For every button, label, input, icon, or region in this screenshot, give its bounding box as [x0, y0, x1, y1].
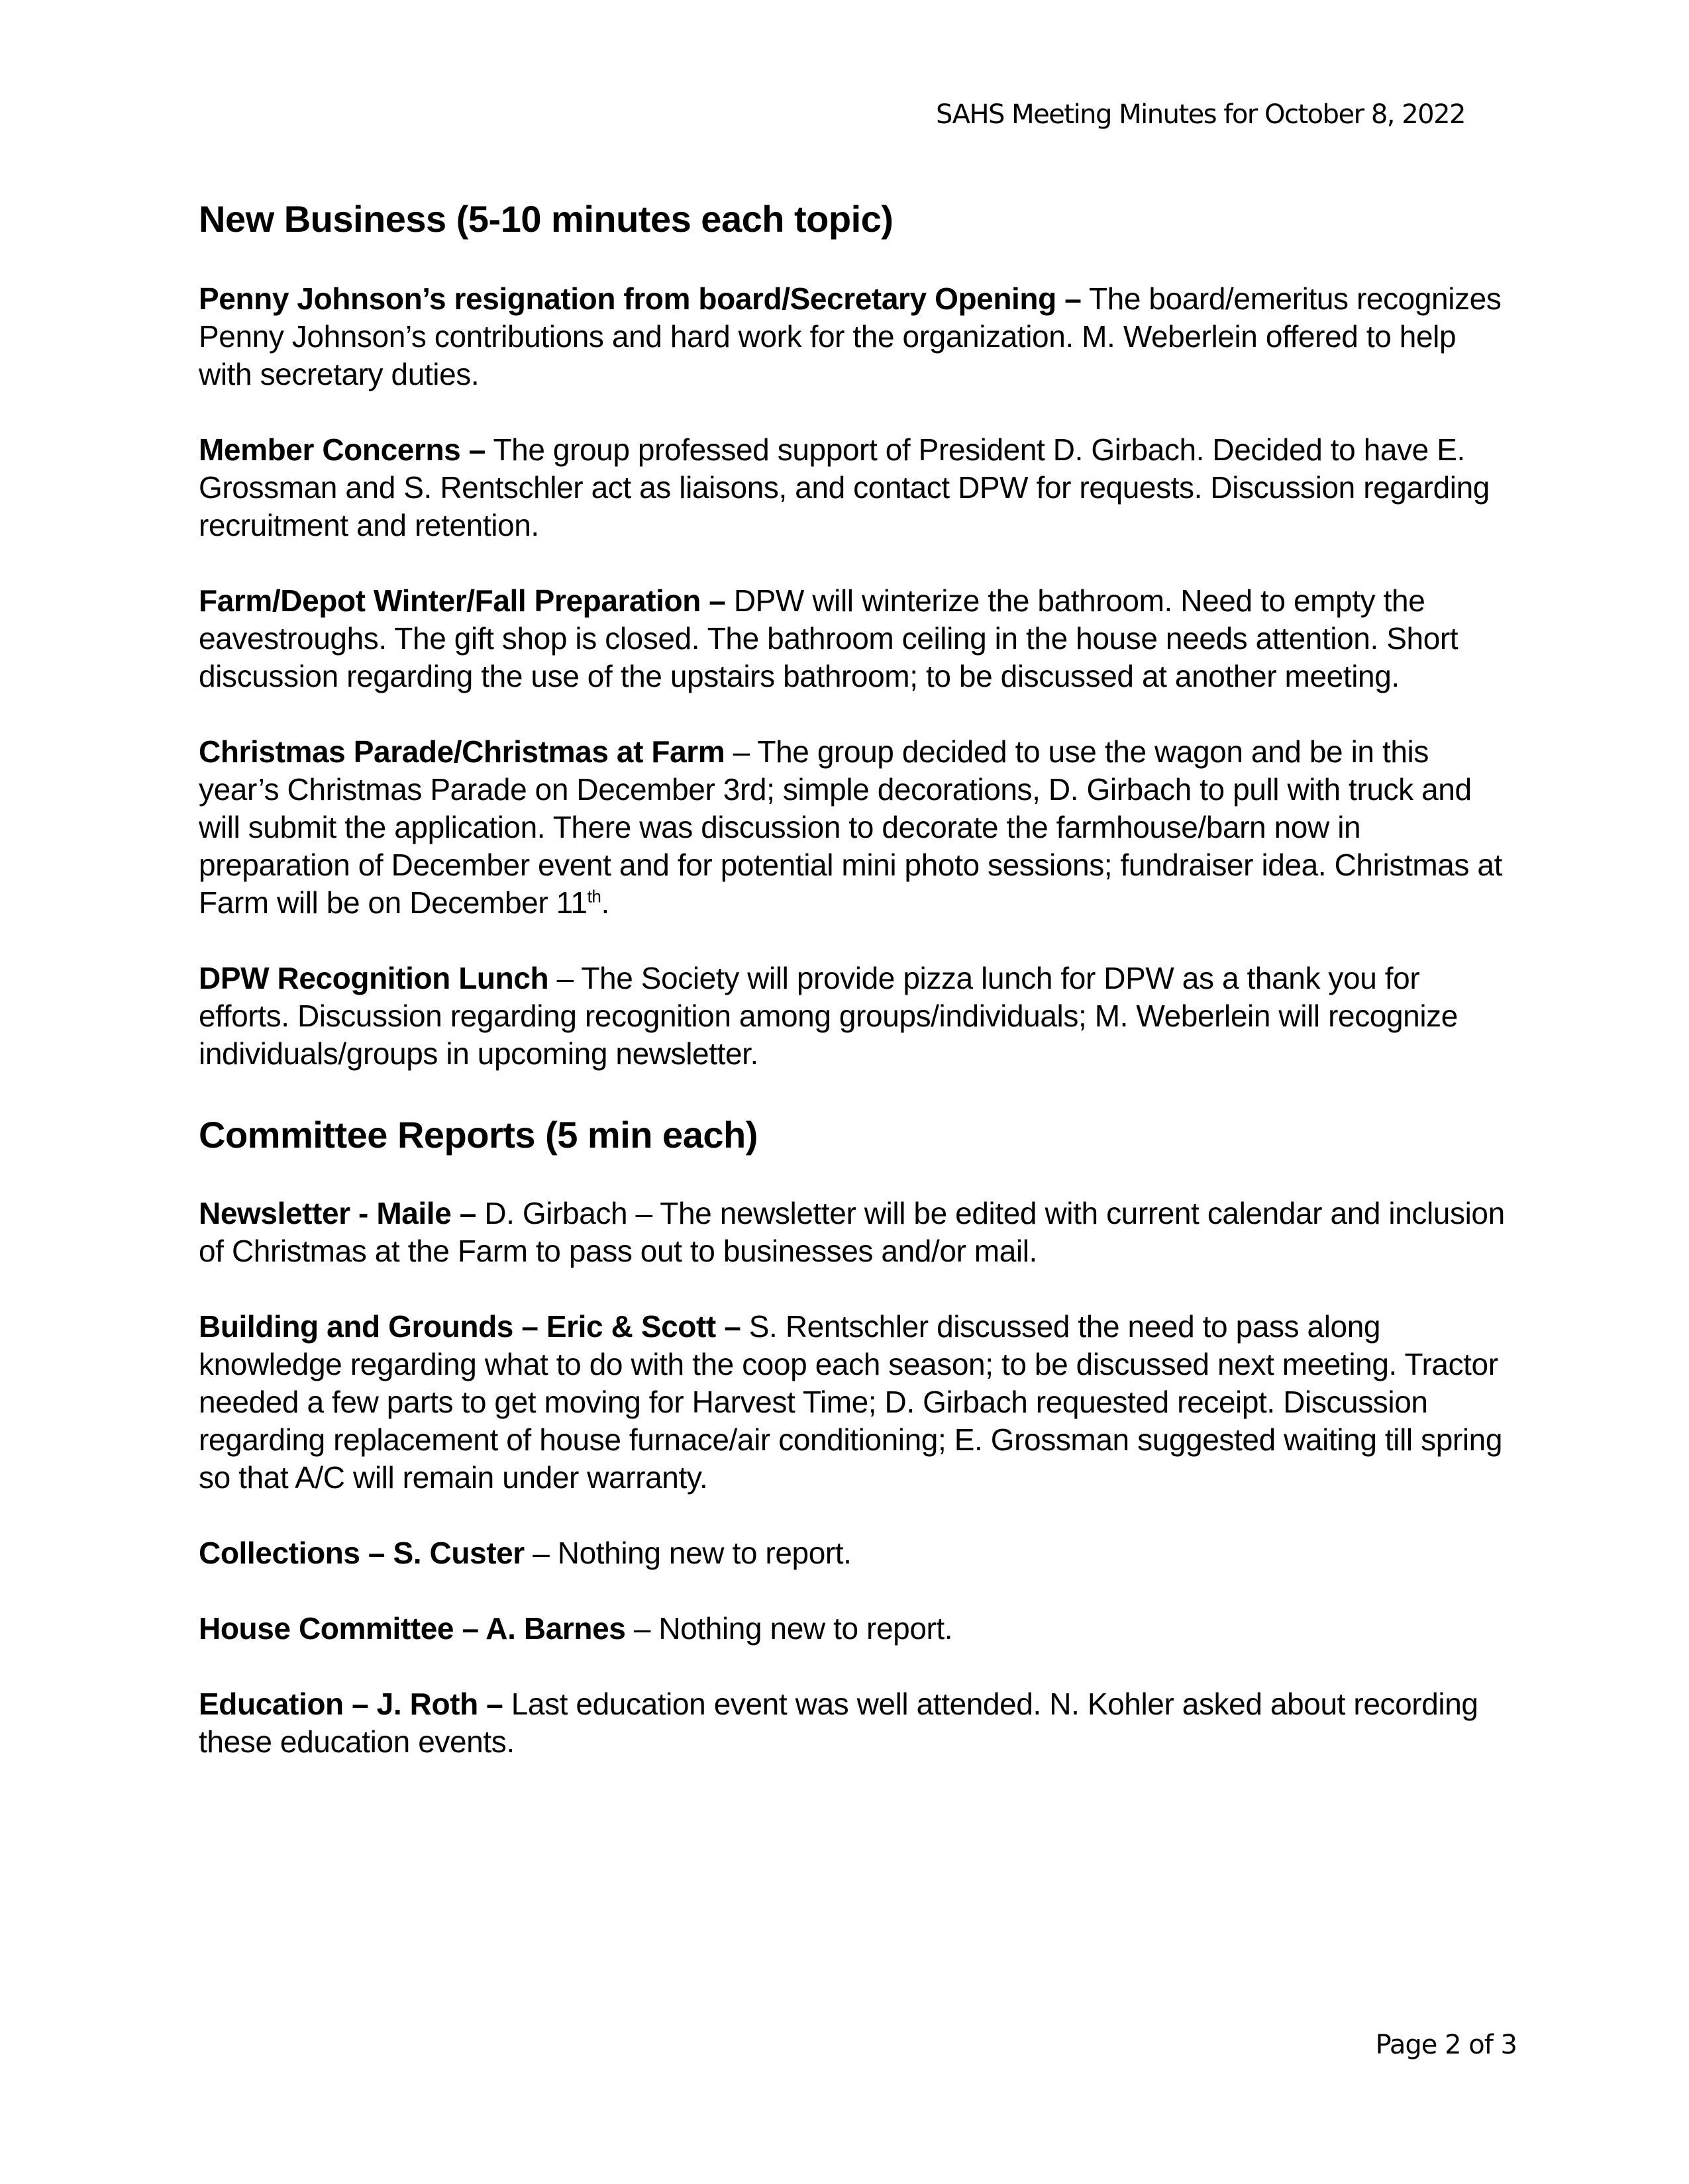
item-title: Building and Grounds – Eric & Scott – [199, 1309, 741, 1344]
committee-reports-heading: Committee Reports (5 min each) [199, 1114, 758, 1156]
item-body: Last education event was well attended. N. Kohler asked about recording these education events. [199, 1687, 1478, 1759]
item-dpw-recognition-lunch [199, 960, 1517, 1073]
item-body: DPW will winterize the bathroom. Need to empty the eavestroughs. The gift shop is closed. The bathroom ceiling in the house needs attention. Short discussion regarding the use of the upstairs bathroom; to be discussed at another meeting. [199, 583, 1459, 693]
item-body: The board/emeritus recognizes Penny Johnson’s contributions and hard work for the organization. M. Weberlein offered to help with secretary duties. [199, 281, 1502, 391]
item-title: Penny Johnson’s resignation from board/Secretary Opening – [199, 281, 1082, 316]
new-business-heading: New Business (5-10 minutes each topic) [199, 198, 894, 240]
page-header: SAHS Meeting Minutes for October 8, 2022 [935, 99, 1465, 130]
item-title: Christmas Parade/Christmas at Farm [199, 734, 725, 769]
item-farm-depot-preparation [199, 582, 1517, 695]
item-member-concerns [199, 431, 1517, 544]
item-title: Newsletter - Maile – [199, 1196, 476, 1230]
item-christmas-parade [199, 733, 1517, 922]
item-title: DPW Recognition Lunch [199, 961, 549, 995]
item-education [199, 1685, 1517, 1761]
item-body: The group professed support of President D. Girbach. Decided to have E. Grossman and S. Rentschler act as liaisons, and contact DPW for requests. Discussion regarding recruitment and retention. [199, 432, 1490, 542]
document-body [199, 195, 1517, 1761]
item-penny-johnson-resignation [199, 280, 1517, 393]
ordinal-suffix: th [587, 886, 601, 907]
item-body: S. Rentschler discussed the need to pass along knowledge regarding what to do with the coop each season; to be discussed next meeting. Tractor needed a few parts to get moving for Harvest Time; D. Girbach requested receipt. Discussion regarding replacement of house furnace/air conditioning; E. Grossman suggested waiting till spring so that A/C will remain under warranty. [199, 1309, 1503, 1495]
item-body: D. Girbach – The newsletter will be edited with current calendar and inclusion of Christmas at the Farm to pass out to businesses and/or mail. [199, 1196, 1505, 1268]
item-building-and-grounds [199, 1308, 1517, 1497]
item-body: – Nothing new to report. [524, 1536, 852, 1570]
item-title: House Committee – A. Barnes [199, 1611, 626, 1646]
item-title: Collections – S. Custer [199, 1536, 525, 1570]
item-body-end: . [601, 885, 609, 920]
item-title: Farm/Depot Winter/Fall Preparation – [199, 583, 726, 618]
item-body: – The Society will provide pizza lunch for DPW as a thank you for efforts. Discussion regarding recognition among groups/individuals; M. Weberlein will recognize individuals/groups in upcoming newsletter. [199, 961, 1458, 1071]
item-title: Education – J. Roth – [199, 1687, 503, 1721]
item-body: – The group decided to use the wagon and be in this year’s Christmas Parade on December 3rd; simple decorations, D. Girbach to pull with truck and will submit the application. There was discussion to decorate the farmhouse/barn now in preparation of December event and for potential mini photo sessions; fundraiser idea. Christmas at Farm will be on December 11 [199, 734, 1502, 920]
item-body: – Nothing new to report. [625, 1611, 953, 1646]
item-collections [199, 1534, 1517, 1572]
item-title: Member Concerns – [199, 432, 486, 467]
item-house-committee [199, 1610, 1517, 1648]
page-number: Page 2 of 3 [1375, 2030, 1517, 2060]
item-newsletter [199, 1195, 1517, 1270]
